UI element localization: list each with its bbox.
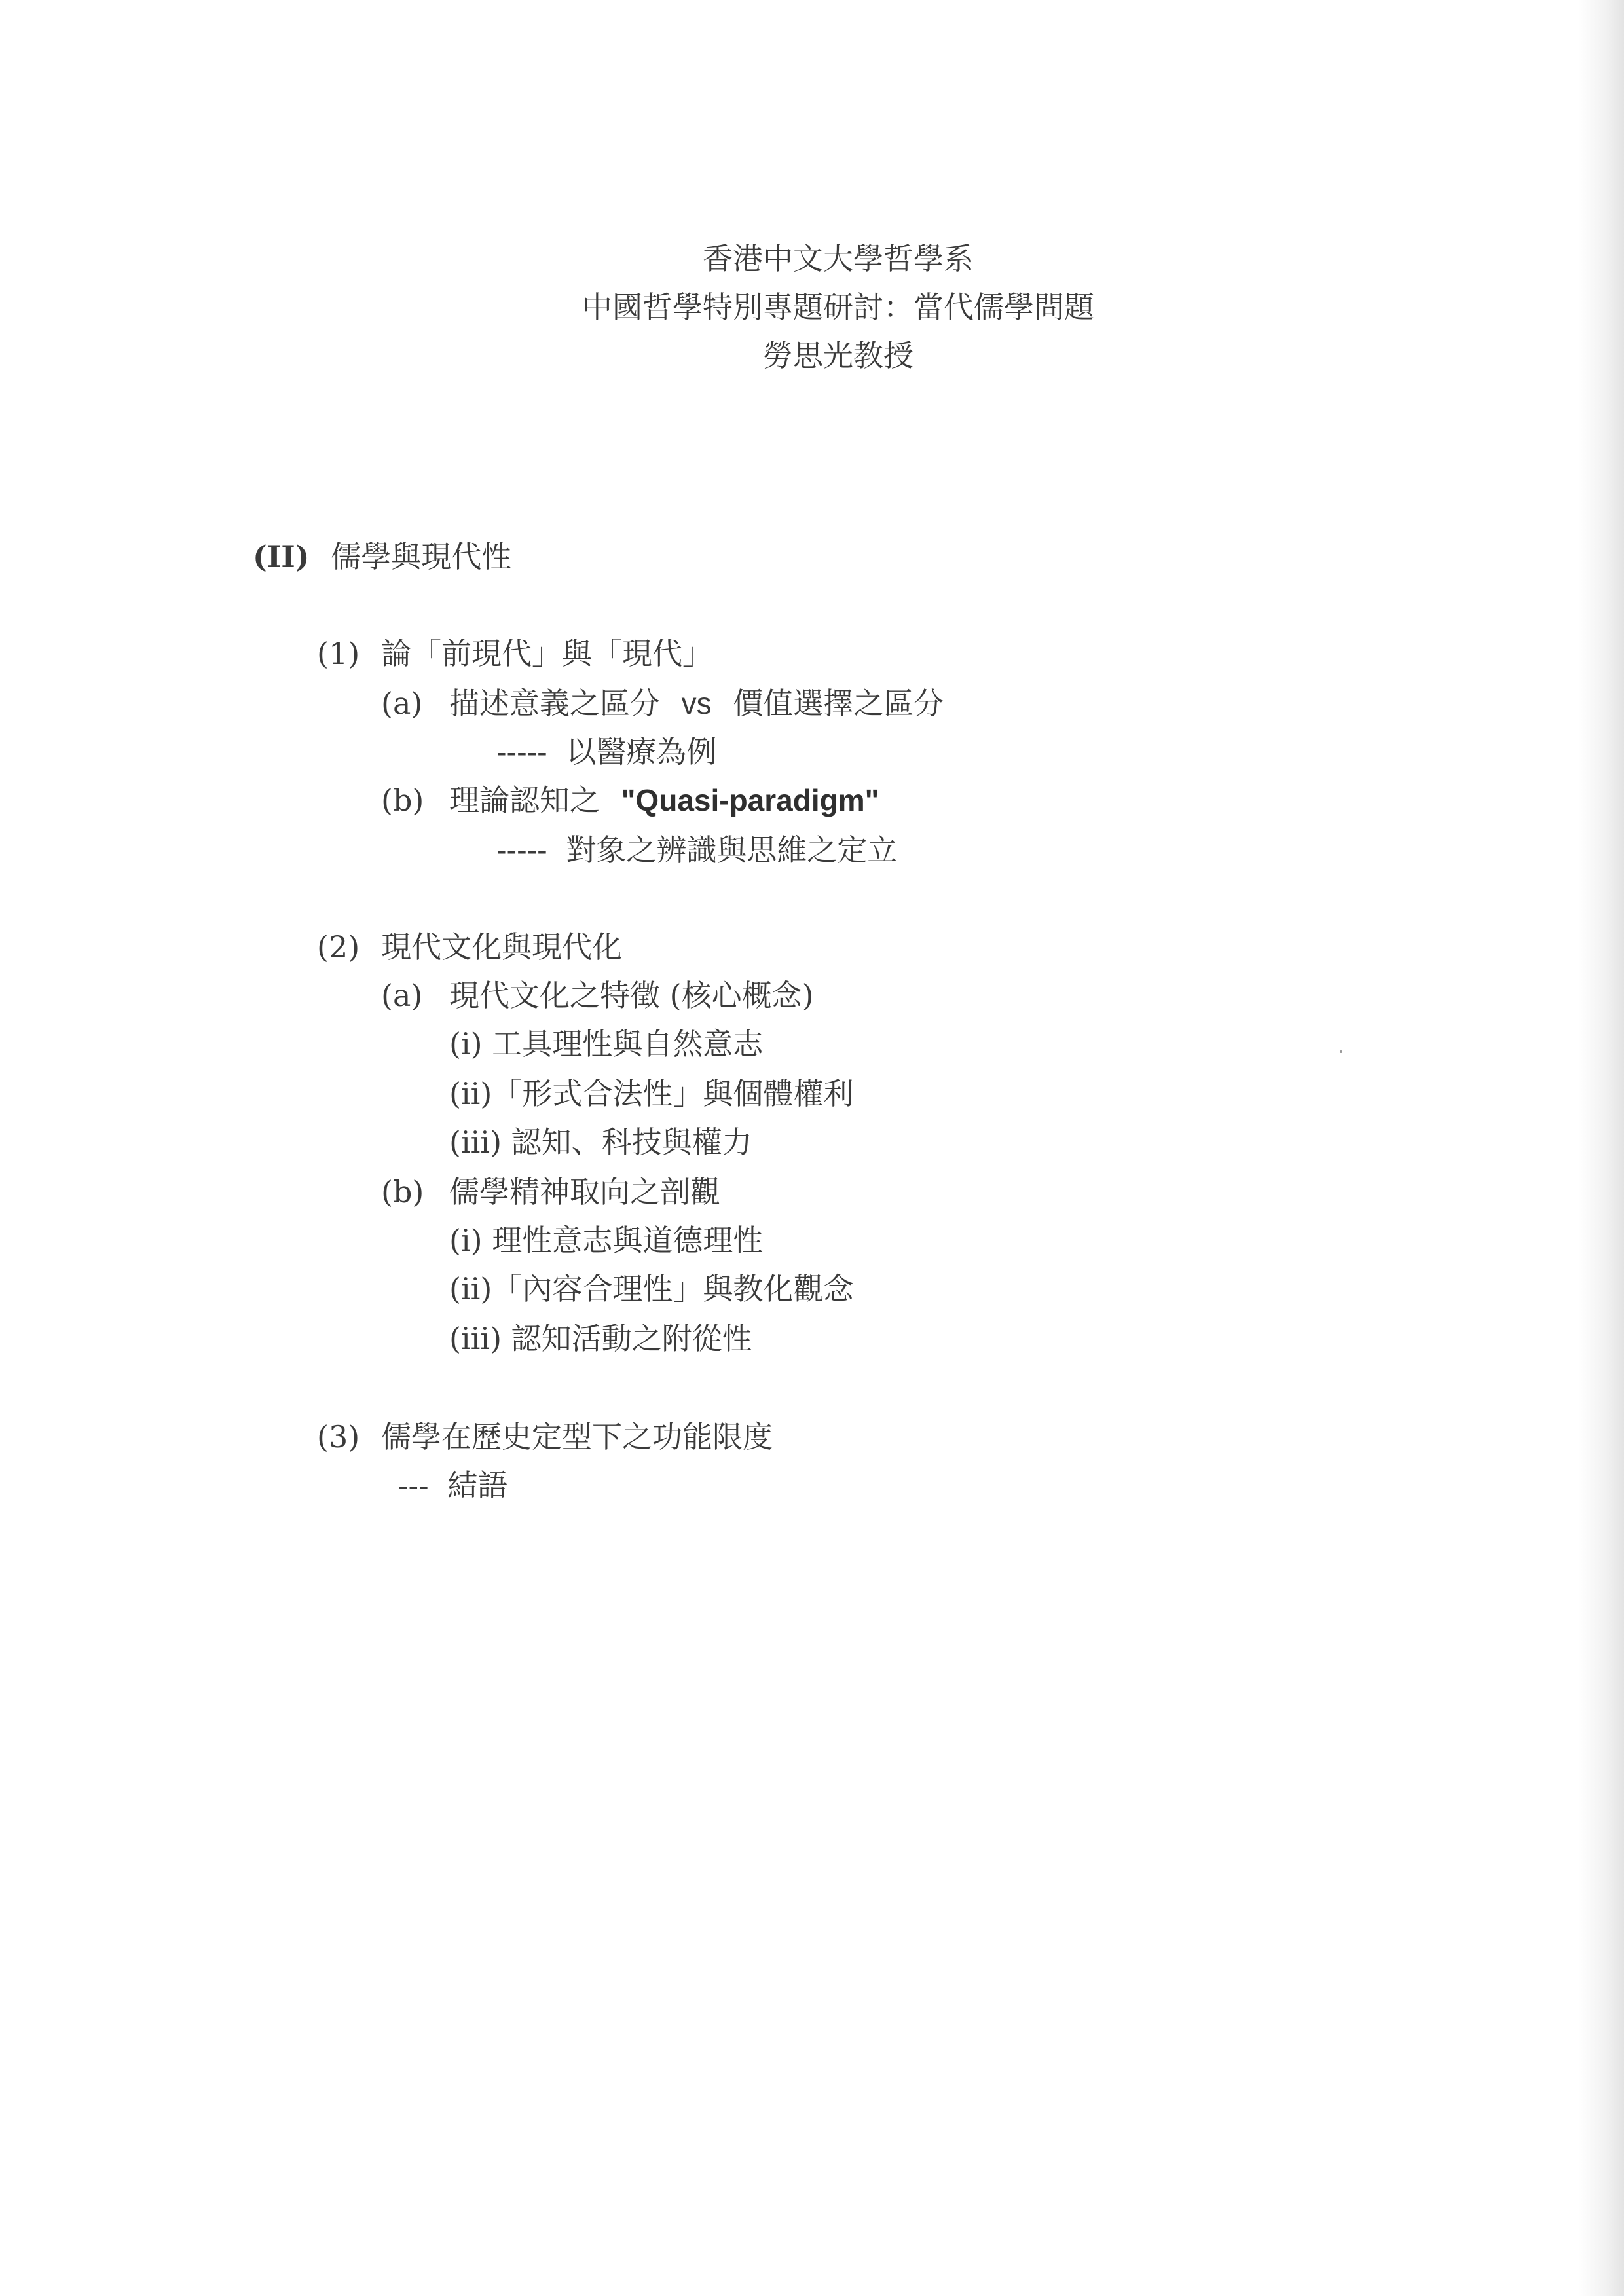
item-1a-text <box>449 684 944 723</box>
item-2b-sub-2: (ii)「內容合理性」與教化觀念 <box>449 1271 854 1306</box>
course-title: 中國哲學特別專題研討：當代儒學問題 <box>582 289 1094 325</box>
item-1b-text <box>449 781 879 820</box>
item-1b-label: (b) <box>381 783 424 818</box>
item-1a-note-dash: ----- <box>496 734 547 769</box>
item-1a-note-text: 以醫療為例 <box>566 734 717 769</box>
item-2a-sub-3: (iii) 認知、科技與權力 <box>449 1124 752 1160</box>
professor-name: 勞思光教授 <box>763 338 913 373</box>
item-2a-label: (a) <box>381 978 423 1013</box>
item-1b-note <box>496 830 897 870</box>
item-1a-text-before: 描述意義之區分 <box>449 686 660 721</box>
item-2-title: 現代文化與現代化 <box>381 929 622 965</box>
item-2a-title: 現代文化之特徵 (核心概念) <box>449 978 814 1013</box>
item-1-number: (1) <box>317 636 360 671</box>
item-1a-text-after: 價值選擇之區分 <box>733 686 944 721</box>
item-3-note-text: 結語 <box>447 1468 508 1503</box>
item-1a-note <box>496 732 716 771</box>
item-2-number: (2) <box>317 929 360 965</box>
item-1b-term: "Quasi-paradigm" <box>621 783 879 817</box>
scan-speck <box>1340 1050 1342 1053</box>
section-title: 儒學與現代性 <box>331 539 512 574</box>
section-heading <box>253 537 511 576</box>
department-name: 香港中文大學哲學系 <box>703 241 974 276</box>
item-1-title: 論「前現代」與「現代」 <box>381 636 712 671</box>
item-1a-vs: vs <box>681 686 712 720</box>
item-2b-sub-1: (i) 理性意志與道德理性 <box>449 1223 764 1258</box>
document-header <box>0 234 1624 380</box>
item-3-note-dash: --- <box>398 1468 429 1503</box>
item-2b-label: (b) <box>381 1174 424 1210</box>
item-2b-sub-3: (iii) 認知活動之附從性 <box>449 1321 752 1356</box>
item-1b-note-text: 對象之辨識與思維之定立 <box>566 832 898 868</box>
item-1b-note-dash: ----- <box>496 832 547 868</box>
item-2a-sub-2: (ii)「形式合法性」與個體權利 <box>449 1076 854 1111</box>
item-1a-label: (a) <box>381 686 423 721</box>
item-3-note <box>398 1466 507 1505</box>
item-2b-title: 儒學精神取向之剖觀 <box>449 1174 720 1210</box>
item-3-number: (3) <box>317 1419 360 1454</box>
item-3-title: 儒學在歷史定型下之功能限度 <box>381 1419 773 1454</box>
section-number: (II) <box>253 539 310 574</box>
item-1b-text-main: 理論認知之 <box>449 783 600 818</box>
item-2a-sub-1: (i) 工具理性與自然意志 <box>449 1026 764 1062</box>
